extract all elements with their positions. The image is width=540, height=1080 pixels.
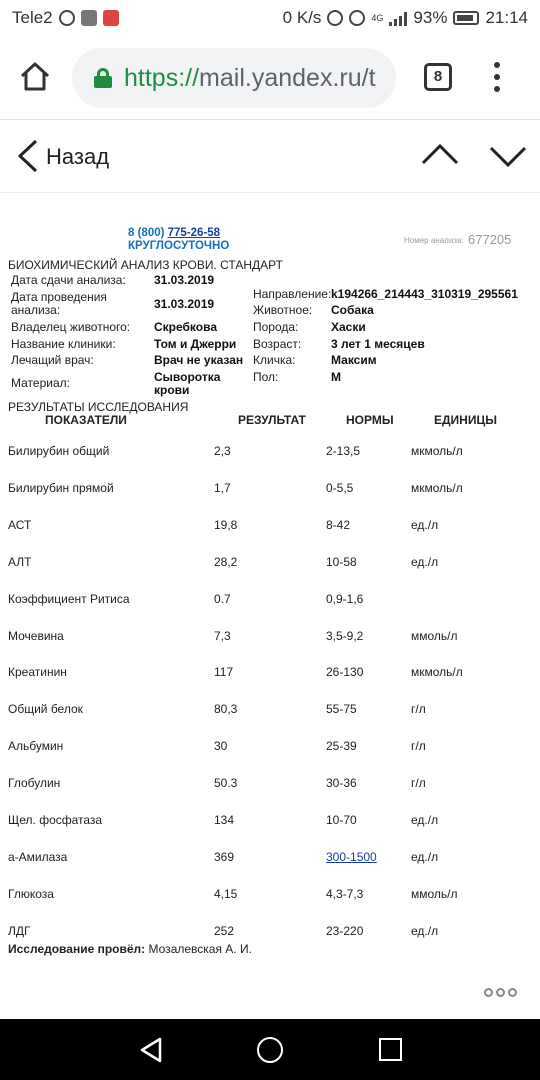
network-speed: 0 K/s <box>282 8 322 27</box>
result-value: 7,3 <box>214 629 231 643</box>
norm-range: 23-220 <box>326 924 364 938</box>
result-value: 134 <box>214 813 235 827</box>
result-value: 1,7 <box>214 481 231 495</box>
sample-number-label: Номер анализа: <box>404 236 464 245</box>
field-label: Название клиники: <box>11 337 116 351</box>
alarm-icon <box>327 10 343 26</box>
field-label: Направление: <box>253 287 332 301</box>
indicator-name: ЛДГ <box>8 924 31 938</box>
field-label: Владелец животного: <box>11 320 131 334</box>
norm-range: 55-75 <box>326 702 357 716</box>
lock-icon <box>94 68 112 88</box>
field-value: 31.03.2019 <box>154 273 215 287</box>
indicator-name: Билирубин прямой <box>8 481 114 495</box>
field-value: М <box>331 370 341 384</box>
result-value: 369 <box>214 850 235 864</box>
indicator-name: Коэффициент Ритиса <box>8 592 130 606</box>
column-header-unit: ЕДИНИЦЫ <box>434 413 497 427</box>
indicator-name: Мочевина <box>8 629 64 643</box>
norm-range: 26-130 <box>326 665 364 679</box>
field-label: Материал: <box>11 376 70 390</box>
norm-range: 8-42 <box>326 518 351 532</box>
next-message-icon[interactable] <box>488 143 528 171</box>
norm-range: 25-39 <box>326 739 357 753</box>
result-value: 0.7 <box>214 592 231 606</box>
nav-home-icon[interactable] <box>257 1037 283 1063</box>
unit-label: мкмоль/л <box>411 444 463 458</box>
clock: 21:14 <box>485 8 528 27</box>
indicator-name: а-Амилаза <box>8 850 68 864</box>
field-label: Пол: <box>253 370 279 384</box>
tab-switcher-button[interactable]: 8 <box>424 63 452 91</box>
indicator-name: Креатинин <box>8 665 67 679</box>
nav-recents-icon[interactable] <box>379 1038 402 1061</box>
result-value: 30 <box>214 739 228 753</box>
field-value: 3 лет 1 месяцев <box>331 337 425 351</box>
indicator-name: АСТ <box>8 518 32 532</box>
eye-icon <box>349 10 365 26</box>
field-value: Скребкова <box>154 320 217 334</box>
carrier-label: Tele2 <box>12 8 53 27</box>
lab-phone: 8 (800) 775-26-58 <box>128 227 221 239</box>
field-label: Порода: <box>253 320 299 334</box>
more-options-icon[interactable] <box>484 988 517 997</box>
unit-label: ед./л <box>411 518 439 532</box>
indicator-name: Альбумин <box>8 739 64 753</box>
status-right <box>283 8 528 28</box>
around-the-clock-label: КРУГЛОСУТОЧНО <box>128 240 230 252</box>
status-bar <box>0 0 540 36</box>
signal-icon <box>389 10 407 26</box>
unit-label: ммоль/л <box>411 629 458 643</box>
column-header-indicator: ПОКАЗАТЕЛИ <box>45 413 127 427</box>
unit-label: ед./л <box>411 850 439 864</box>
phone-link[interactable]: 775-26-58 <box>167 227 221 239</box>
field-label: Лечащий врач: <box>11 353 94 367</box>
norm-range: 3,5-9,2 <box>326 629 364 643</box>
result-value: 252 <box>214 924 235 938</box>
system-navigation-bar <box>0 1019 540 1080</box>
field-value: Сыворотка <box>154 370 221 384</box>
back-chevron-icon[interactable] <box>14 139 42 173</box>
column-header-result: РЕЗУЛЬТАТ <box>238 413 306 427</box>
url-text[interactable]: https://mail.yandex.ru/t <box>124 63 376 92</box>
result-value: 117 <box>214 665 234 679</box>
whatsapp-icon <box>59 10 75 26</box>
mail-header <box>0 121 540 193</box>
home-icon[interactable] <box>18 60 52 94</box>
field-value-cont: крови <box>154 383 190 397</box>
norm-range: 30-36 <box>326 776 357 790</box>
battery-icon <box>453 11 479 25</box>
field-label: Возраст: <box>253 337 302 351</box>
field-value: Том и Джерри <box>154 337 237 351</box>
unit-label: ммоль/л <box>411 887 458 901</box>
result-value: 50.3 <box>214 776 238 790</box>
field-value: Врач не указан <box>154 353 244 367</box>
norm-range: 10-70 <box>326 813 357 827</box>
norm-range <box>326 850 377 864</box>
norm-range: 0,9-1,6 <box>326 592 364 606</box>
app-notification-icon <box>81 10 97 26</box>
browser-toolbar <box>0 36 540 120</box>
analysis-document <box>0 193 540 1019</box>
document-title: БИОХИМИЧЕСКИЙ АНАЛИЗ КРОВИ. СТАНДАРТ <box>8 258 283 272</box>
norm-range: 0-5,5 <box>326 481 354 495</box>
network-type: 4G <box>371 13 384 23</box>
result-value: 19,8 <box>214 518 238 532</box>
result-value: 80,3 <box>214 702 238 716</box>
overflow-menu-icon[interactable] <box>490 62 504 92</box>
indicator-name: Глюкоза <box>8 887 54 901</box>
field-value: Максим <box>331 353 377 367</box>
battery-percent: 93% <box>413 8 448 27</box>
unit-label: мкмоль/л <box>411 481 463 495</box>
nav-back-icon[interactable] <box>139 1037 163 1063</box>
unit-label: ед./л <box>411 924 439 938</box>
field-value: Собака <box>331 303 374 317</box>
unit-label: ед./л <box>411 813 439 827</box>
previous-message-icon[interactable] <box>420 141 460 169</box>
indicator-name: Глобулин <box>8 776 61 790</box>
norm-range: 2-13,5 <box>326 444 361 458</box>
norm-link[interactable]: 300-1500 <box>326 850 377 864</box>
field-label: Дата сдачи анализа: <box>11 273 126 287</box>
indicator-name: Общий белок <box>8 702 83 716</box>
performed-by: Исследование провёл: Мозалевская А. И. <box>8 942 252 956</box>
indicator-name: Щел. фосфатаза <box>8 813 103 827</box>
result-value: 2,3 <box>214 444 231 458</box>
result-value: 4,15 <box>214 887 238 901</box>
field-value: k194266_214443_310319_295561 <box>331 287 518 301</box>
norm-range: 4,3-7,3 <box>326 887 364 901</box>
field-label: Животное: <box>253 303 313 317</box>
results-title: РЕЗУЛЬТАТЫ ИССЛЕДОВАНИЯ <box>8 400 189 414</box>
unit-label: г/л <box>411 702 426 716</box>
sample-number-value: 677205 <box>468 232 512 247</box>
back-button[interactable]: Назад <box>46 144 110 169</box>
result-value: 28,2 <box>214 555 238 569</box>
field-value: 31.03.2019 <box>154 297 215 311</box>
address-bar[interactable] <box>72 48 396 108</box>
field-label-cont: анализа: <box>11 303 61 317</box>
unit-label: г/л <box>411 776 426 790</box>
flower-app-icon <box>103 10 119 26</box>
field-value: Хаски <box>331 320 366 334</box>
status-left <box>12 8 119 28</box>
unit-label: ед./л <box>411 555 439 569</box>
norm-range: 10-58 <box>326 555 357 569</box>
unit-label: г/л <box>411 739 426 753</box>
column-header-norm: НОРМЫ <box>346 413 394 427</box>
indicator-name: Билирубин общий <box>8 444 110 458</box>
field-label: Кличка: <box>253 353 296 367</box>
unit-label: мкмоль/л <box>411 665 463 679</box>
field-label: Дата проведения <box>11 290 107 304</box>
indicator-name: АЛТ <box>8 555 32 569</box>
